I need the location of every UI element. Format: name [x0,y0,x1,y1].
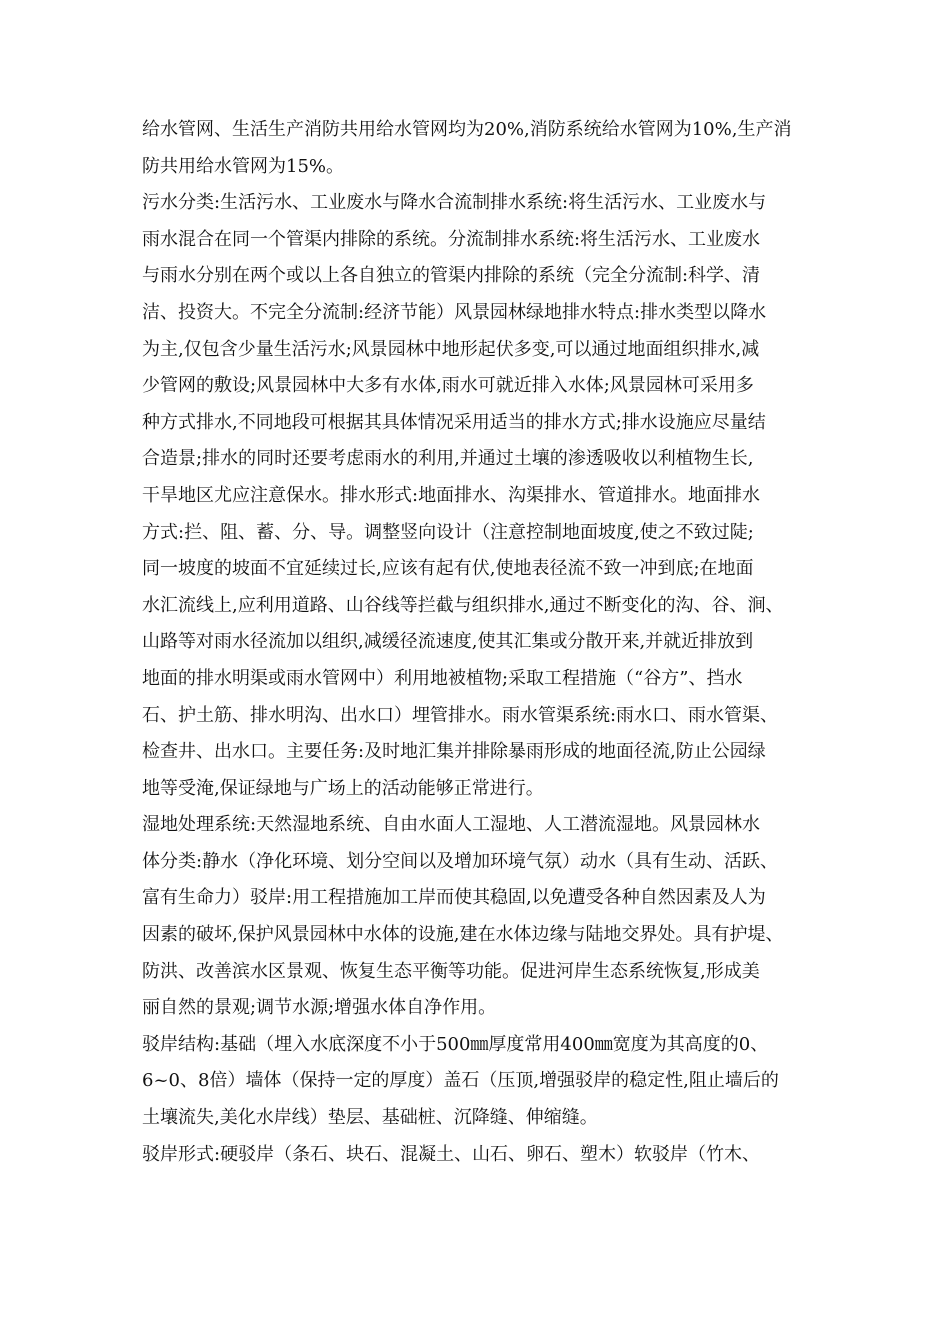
text-line: 给水管网、生活生产消防共用给水管网均为20%,消防系统给水管网为10%,生产消 [142,119,792,140]
text-line: 6~0、8倍）墙体（保持一定的厚度）盖石（压顶,增强驳岸的稳定性,阻止墙后的 [142,1070,779,1092]
text-line: 检查井、出水口。主要任务:及时地汇集并排除暴雨形成的地面径流,防止公园绿 [142,741,766,763]
text-line: 少管网的敷设;风景园林中大多有水体,雨水可就近排入水体;风景园林可采用多 [142,375,754,397]
text-line: 地等受淹,保证绿地与广场上的活动能够正常进行。 [142,777,544,799]
text-line: 同一坡度的坡面不宜延续过长,应该有起有伏,使地表径流不致一冲到底;在地面 [142,558,754,580]
text-line: 体分类:静水（净化环境、划分空间以及增加环境气氛）动水（具有生动、活跃、 [142,850,779,872]
text-line: 防洪、改善滨水区景观、恢复生态平衡等功能。促进河岸生态系统恢复,形成美 [142,960,760,982]
text-line: 湿地处理系统:天然湿地系统、自由水面人工湿地、人工潜流湿地。风景园林水 [142,814,761,836]
text-line: 山路等对雨水径流加以组织,减缓径流速度,使其汇集或分散开来,并就近排放到 [142,631,754,653]
text-line: 合造景;排水的同时还要考虑雨水的利用,并通过土壤的渗透吸收以利植物生长, [142,448,754,470]
text-line: 富有生命力）驳岸:用工程措施加工岸而使其稳固,以免遭受各种自然因素及人为 [142,887,766,909]
text-line: 干旱地区尤应注意保水。排水形式:地面排水、沟渠排水、管道排水。地面排水 [142,484,761,506]
text-line: 与雨水分别在两个或以上各自独立的管渠内排除的系统（完全分流制:科学、清 [142,265,761,287]
document-body [142,112,822,1173]
text-line: 丽自然的景观;调节水源;增强水体自净作用。 [142,997,497,1019]
text-line: 土壤流失,美化水岸线）垫层、基础桩、沉降缝、伸缩缝。 [142,1107,598,1129]
text-line: 污水分类:生活污水、工业废水与降水合流制排水系统:将生活污水、工业废水与 [142,192,767,214]
text-line: 防共用给水管网为15%。 [142,155,345,177]
text-line: 驳岸结构:基础（埋入水底深度不小于500㎜厚度常用400㎜宽度为其高度的0、 [142,1033,769,1055]
text-line: 雨水混合在同一个管渠内排除的系统。分流制排水系统:将生活污水、工业废水 [142,228,761,250]
text-line: 方式:拦、阻、蓄、分、导。调整竖向设计（注意控制地面坡度,使之不致过陡; [142,521,754,543]
text-line: 驳岸形式:硬驳岸（条石、块石、混凝土、山石、卵石、塑木）软驳岸（竹木、 [142,1143,761,1165]
text-line: 为主,仅包含少量生活污水;风景园林中地形起伏多变,可以通过地面组织排水,减 [142,338,760,360]
text-line: 水汇流线上,应利用道路、山谷线等拦截与组织排水,通过不断变化的沟、谷、涧、 [142,594,784,616]
text-line: 洁、投资大。不完全分流制:经济节能）风景园林绿地排水特点:排水类型以降水 [142,301,767,323]
text-line: 因素的破坏,保护风景园林中水体的设施,建在水体边缘与陆地交界处。具有护堤、 [142,924,784,946]
text-line: 地面的排水明渠或雨水管网中）利用地被植物;采取工程措施（“谷方”、挡水 [142,667,743,689]
text-line: 种方式排水,不同地段可根据其具体情况采用适当的排水方式;排水设施应尽量结 [142,411,766,433]
text-line: 石、护土筋、排水明沟、出水口）埋管排水。雨水管渠系统:雨水口、雨水管渠、 [142,704,779,726]
